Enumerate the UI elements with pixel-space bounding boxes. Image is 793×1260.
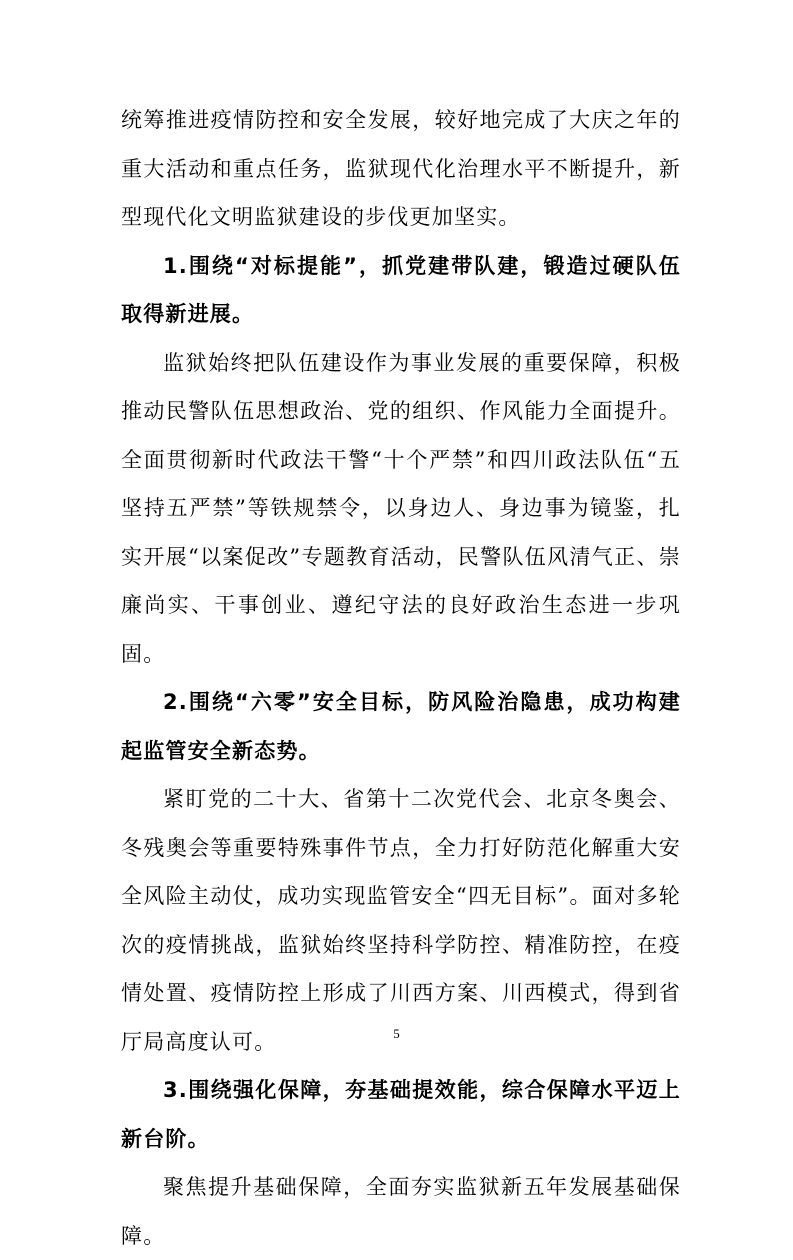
paragraph-support: 聚焦提升基础保障，全面夯实监狱新五年发展基础保障。 bbox=[121, 1175, 681, 1248]
page-number: 5 bbox=[393, 1026, 400, 1041]
section-heading-2: 2.围绕“六零”安全目标，防风险治隐患，成功构建起监管安全新态势。 bbox=[121, 690, 681, 763]
paragraph-security: 紧盯党的二十大、省第十二次党代会、北京冬奥会、冬残奥会等重要特殊事件节点，全力打好防范化解重大安全风险主动仗，成功实现监管安全“四无目标”。面对多轮次的疫情挑战，监狱始终坚持科学防控、精准防控，在疫情处置、疫情防控上形成了川西方案、川西模式，得到省厅局高度认可。 bbox=[121, 787, 681, 1054]
paragraph-team-building: 监狱始终把队伍建设作为事业发展的重要保障，积极推动民警队伍思想政治、党的组织、作风能力全面提升。全面贯彻新时代政法干警“十个严禁”和四川政法队伍“五坚持五严禁”等铁规禁令，以身边人、身边事为镜鉴，扎实开展“以案促改”专题教育活动，民警队伍风清气正、崇廉尚实、干事创业、遵纪守法的良好政治生态进一步巩固。 bbox=[121, 350, 681, 666]
section-heading-1: 1.围绕“对标提能”，抓党建带队建，锻造过硬队伍取得新进展。 bbox=[121, 253, 681, 326]
paragraph-continuation: 统筹推进疫情防控和安全发展，较好地完成了大庆之年的重大活动和重点任务，监狱现代化治理水平不断提升，新型现代化文明监狱建设的步伐更加坚实。 bbox=[121, 108, 681, 229]
section-heading-3: 3.围绕强化保障，夯基础提效能，综合保障水平迈上新台阶。 bbox=[121, 1078, 681, 1151]
document-body bbox=[121, 96, 681, 1260]
